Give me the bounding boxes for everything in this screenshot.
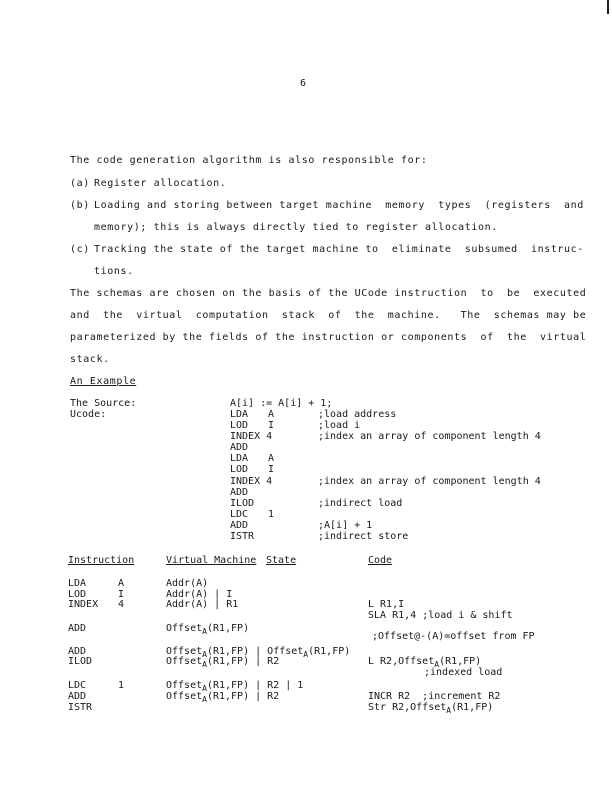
ucode-comment: ;index an array of component length 4 bbox=[318, 431, 541, 442]
ucode-op: ADD bbox=[230, 487, 249, 498]
row-code: L R1,I bbox=[368, 599, 405, 610]
row-arg: I bbox=[118, 589, 125, 600]
row-instr: ADD bbox=[68, 646, 87, 657]
header-state: State bbox=[266, 555, 297, 566]
row-state: Offset$_A$(R1,FP) | R2 bbox=[166, 691, 280, 704]
row-arg: 1 bbox=[118, 680, 125, 691]
row-code: SLA R1,4 ;load i & shift bbox=[368, 610, 513, 621]
ucode-op: ISTR bbox=[230, 531, 255, 542]
list-item-b-text-cont: memory); this is always directly tied to register allocation. bbox=[94, 222, 498, 233]
row-instr: ISTR bbox=[68, 702, 93, 713]
row-instr: LOD bbox=[68, 589, 87, 600]
ucode-arg: A bbox=[268, 453, 275, 464]
source-code: A[i] := A[i] + 1; bbox=[230, 398, 333, 409]
row-code: Str R2,Offset$_A$(R1,FP) bbox=[368, 702, 494, 715]
paragraph-line: and the virtual computation stack of the machine. The schemas may be bbox=[70, 310, 587, 321]
ucode-comment: ;load address bbox=[318, 409, 397, 420]
page-number: 6 bbox=[300, 78, 307, 89]
list-item-b-marker: (b) bbox=[70, 200, 90, 211]
ucode-op: LDC bbox=[230, 509, 249, 520]
intro-text: The code generation algorithm is also responsible for: bbox=[70, 155, 428, 166]
row-state: Addr(A) | R1 bbox=[166, 599, 239, 610]
header-instruction: Instruction bbox=[68, 555, 135, 566]
row-code: L R2,Offset$_A$(R1,FP) bbox=[368, 656, 482, 669]
row-instr: ADD bbox=[68, 623, 87, 634]
header-code: Code bbox=[368, 555, 393, 566]
ucode-op: INDEX 4 bbox=[230, 431, 273, 442]
ucode-arg: A bbox=[268, 409, 275, 420]
header-virtual-machine: Virtual Machine bbox=[166, 555, 257, 566]
row-instr: ILOD bbox=[68, 656, 93, 667]
list-item-a-text: Register allocation. bbox=[94, 178, 227, 189]
list-item-a-marker: (a) bbox=[70, 178, 90, 189]
example-heading: An Example bbox=[70, 376, 137, 387]
row-state: Offset$_A$(R1,FP) | R2 bbox=[166, 656, 280, 669]
row-state: Offset$_A$(R1,FP) | R2 | 1 bbox=[166, 680, 304, 693]
ucode-op: LOD bbox=[230, 464, 249, 475]
ucode-arg: I bbox=[268, 464, 275, 475]
list-item-c-text: Tracking the state of the target machine to eliminate subsumed instruc- bbox=[94, 244, 584, 255]
ucode-op: ADD bbox=[230, 520, 249, 531]
row-arg: 4 bbox=[118, 599, 125, 610]
ucode-op: ADD bbox=[230, 442, 249, 453]
ucode-op: ILOD bbox=[230, 498, 255, 509]
ucode-op: INDEX 4 bbox=[230, 476, 273, 487]
row-instr: ADD bbox=[68, 691, 87, 702]
ucode-op: LDA bbox=[230, 409, 249, 420]
ucode-comment: ;index an array of component length 4 bbox=[318, 476, 541, 487]
scan-edge-mark bbox=[607, 0, 609, 14]
ucode-comment: ;indirect load bbox=[318, 498, 403, 509]
row-instr: LDC bbox=[68, 680, 87, 691]
source-label: The Source: bbox=[70, 398, 137, 409]
row-arg: A bbox=[118, 578, 125, 589]
ucode-op: LDA bbox=[230, 453, 249, 464]
ucode-comment: ;load i bbox=[318, 420, 361, 431]
ucode-arg: 1 bbox=[268, 509, 275, 520]
list-item-c-text-cont: tions. bbox=[94, 266, 134, 277]
row-state: Offset$_A$(R1,FP) | Offset$_A$(R1,FP) bbox=[166, 646, 351, 659]
paragraph-line: parameterized by the fields of the instruction or components of the virtual bbox=[70, 332, 587, 343]
list-item-c-marker: (c) bbox=[70, 244, 90, 255]
ucode-comment: ;indirect store bbox=[318, 531, 409, 542]
row-state: Addr(A) | I bbox=[166, 589, 233, 600]
paragraph-line: stack. bbox=[70, 354, 110, 365]
paragraph-line: The schemas are chosen on the basis of the UCode instruction to be executed bbox=[70, 288, 587, 299]
row-instr: INDEX bbox=[68, 599, 99, 610]
row-code-comment: ;indexed load bbox=[424, 667, 503, 678]
list-item-b-text: Loading and storing between target machine memory types (registers and bbox=[94, 200, 584, 211]
ucode-arg: I bbox=[268, 420, 275, 431]
ucode-comment: ;A[i] + 1 bbox=[318, 520, 373, 531]
row-instr: LDA bbox=[68, 578, 87, 589]
ucode-label: Ucode: bbox=[70, 409, 107, 420]
row-code: INCR R2 ;increment R2 bbox=[368, 691, 501, 702]
row-code: ;Offset@-(A)=offset from FP bbox=[372, 631, 535, 642]
ucode-op: LOD bbox=[230, 420, 249, 431]
row-state: Offset$_A$(R1,FP) bbox=[166, 623, 250, 636]
row-state: Addr(A) bbox=[166, 578, 209, 589]
